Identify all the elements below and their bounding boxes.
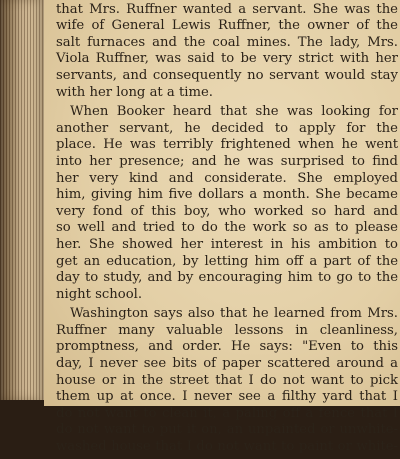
page-edges <box>0 0 44 400</box>
text-line: When Booker heard that she was looking for <box>70 104 398 120</box>
text-line: house or in the street that I do not want to pick <box>56 372 398 388</box>
text-line: so well and tried to do the work so as to please <box>56 220 398 236</box>
paragraph <box>56 306 398 455</box>
text-line: Ruffner many valuable lessons in cleanliness, <box>56 322 398 338</box>
text-line: him, giving him five dollars a month. She became <box>56 187 398 203</box>
text-line: her. She showed her interest in his ambition to <box>56 236 398 252</box>
text-line: another servant, he decided to apply for the <box>56 120 398 136</box>
text-line: them up at once. I never see a filthy yard that I <box>56 389 398 405</box>
text-line: with her long at a time. <box>56 84 213 100</box>
text-line: do not want to put it on, an unpainted or unwhite- <box>56 422 398 438</box>
text-line: Washington says also that he learned from Mrs. <box>70 306 398 322</box>
text-line: promptness, and order. He says: "Even to this <box>56 339 398 355</box>
text-line: day to study, and by encouraging him to go to the <box>56 270 398 286</box>
text-line: do not want to clean it, a paling off a fence that I <box>56 405 398 421</box>
text-line: get an education, by letting him off a part of the <box>56 253 398 269</box>
book-page <box>44 0 400 455</box>
text-line: washed house that I do not want to paint or white- <box>56 439 398 455</box>
text-line: that Mrs. Ruffner wanted a servant. She was the <box>56 1 398 17</box>
text-line: salt furnaces and the coal mines. The lady, Mrs. <box>56 34 398 50</box>
paragraph <box>56 104 398 303</box>
text-line: night school. <box>56 286 143 302</box>
text-line: wife of General Lewis Ruffner, the owner of the <box>56 18 398 34</box>
text-line: very fond of this boy, who worked so hard and <box>56 203 398 219</box>
text-line: into her presence; and he was surprised to find <box>56 153 398 169</box>
paragraph <box>56 0 398 101</box>
page-text <box>56 0 398 459</box>
text-line: Viola Ruffner, was said to be very strict with her <box>56 51 398 67</box>
text-line: her very kind and considerate. She employed <box>56 170 398 186</box>
text-line: servants, and consequently no servant would stay <box>56 67 398 83</box>
text-line: day, I never see bits of paper scattered around a <box>56 356 398 372</box>
text-line: place. He was terribly frightened when he went <box>56 137 398 153</box>
